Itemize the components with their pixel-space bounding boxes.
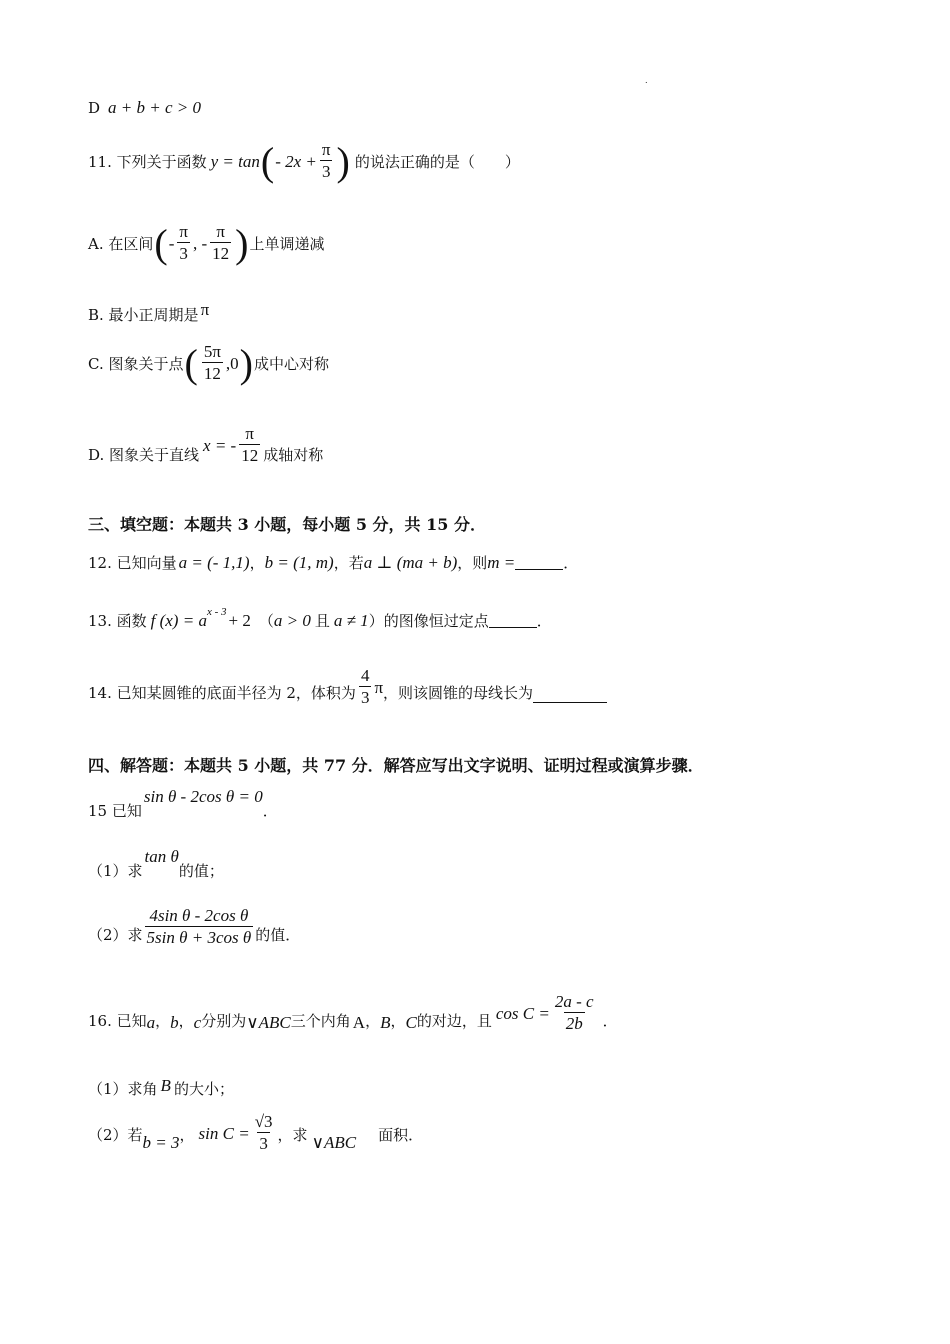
q13-cond-open: （ <box>258 612 274 630</box>
q14 <box>88 666 607 709</box>
q15-p2-den: 5sin θ + 3cos θ <box>146 928 252 947</box>
q11-a-paren-close: ) <box>235 220 249 266</box>
q13-plus: + 2 <box>228 610 251 630</box>
header-dot: . <box>645 76 648 85</box>
q13-end: ． <box>536 612 552 630</box>
q11-option-a <box>88 222 324 265</box>
q11-c-paren-close: ) <box>239 340 253 386</box>
q11-a-tail: 上单调递减 <box>249 235 325 253</box>
q11-frac <box>320 140 333 183</box>
q16-sep1: ， <box>155 1012 171 1030</box>
q11-d-tail: 成轴对称 <box>263 446 324 464</box>
q12 <box>88 552 578 573</box>
q16-p1-B: B <box>160 1075 171 1095</box>
q11-a-frac2 <box>210 222 231 265</box>
q11-paren-open: ( <box>260 138 275 184</box>
q11-a-frac1-den: 3 <box>179 244 188 263</box>
q15-stem <box>88 786 278 820</box>
q16-p2-sin: sin C = <box>198 1123 250 1143</box>
q15-p2-num: 4sin θ - 2cos θ <box>149 906 249 925</box>
q16-opp: 的对边，且 <box>416 1012 492 1030</box>
q11-a-frac1 <box>177 222 190 265</box>
q16-p2-frac <box>253 1112 275 1155</box>
q11-c-zero: ,0 <box>225 353 239 373</box>
q13-and: 且 <box>314 612 330 630</box>
q16-p2-num: √3 <box>254 1112 273 1131</box>
q16-p2-triangle: ∨ABC <box>311 1133 357 1152</box>
q11-stem <box>88 140 520 183</box>
q13-func: f (x) = a <box>150 610 207 630</box>
q11-d-frac-num: π <box>245 424 255 443</box>
q16-b: b <box>170 1013 179 1032</box>
q16-p2-label: （2）若 <box>88 1126 143 1144</box>
q14-pi: π <box>374 677 384 697</box>
q11-number: 11. 下列关于函数 <box>88 153 207 171</box>
section3-title: 三、填空题：本题共 3 小题，每小题 5 分，共 15 分． <box>88 515 486 534</box>
q16-end: ． <box>602 1012 618 1030</box>
q13-cond2: a ≠ 1 <box>333 610 369 630</box>
q15-eq: sin θ - 2cos θ = 0 <box>143 786 263 806</box>
q11-paren-close: ) <box>336 138 350 184</box>
q11-option-b <box>88 299 210 325</box>
q14-tail: ，则该圆锥的母线长为 <box>383 684 534 702</box>
q13-exp: x - 3 <box>206 605 227 618</box>
q11-a-frac2-den: 12 <box>212 244 230 263</box>
q11-tail: 的说法正确的是（ ） <box>354 153 520 171</box>
q12-sep1: ， <box>249 554 265 572</box>
q11-a-comma: , - <box>192 233 208 253</box>
q11-a-label: A. 在区间 <box>88 235 154 253</box>
q11-b-pi: π <box>200 299 210 319</box>
q11-d-frac-den: 12 <box>241 446 259 465</box>
q13-cond1: a > 0 <box>273 610 311 630</box>
q12-answer-blank <box>515 555 563 570</box>
q11-d-label: D. 图象关于直线 <box>88 446 200 464</box>
q13 <box>88 605 552 631</box>
q10-d-expr: a + b + c > 0 <box>108 98 201 117</box>
q15-p1-expr: tan θ <box>144 846 179 866</box>
q16-cos-num: 2a - c <box>554 992 594 1011</box>
q16-cos-lhs: cos C = <box>495 1003 550 1023</box>
q16-stem <box>88 992 618 1035</box>
q11-a-frac2-num: π <box>216 222 225 241</box>
q11-b-text: B. 最小正周期是 <box>88 306 199 324</box>
q11-option-c <box>88 342 329 385</box>
q15-p1-label: （1）求 <box>88 862 143 880</box>
q12-vec-a: a = (- 1,1) <box>178 552 250 572</box>
q10-option-d <box>88 98 201 118</box>
q11-c-frac <box>202 342 223 385</box>
q11-frac-num: π <box>321 140 331 159</box>
q16-B: B <box>380 1013 391 1032</box>
q16-angles-text: 三个内角 <box>290 1012 351 1030</box>
q16-a: a <box>146 1013 156 1032</box>
q11-c-tail: 成中心对称 <box>253 355 329 373</box>
q15-p2-frac <box>145 906 254 949</box>
q15-p1-tail: 的值； <box>178 862 224 880</box>
q16-part1 <box>88 1075 234 1099</box>
q12-vec-b: b = (1, m) <box>264 552 334 572</box>
q16-p2-sep: ， <box>179 1126 195 1144</box>
q11-d-lhs: x = - <box>203 435 237 455</box>
q12-then: ，则 <box>457 554 488 572</box>
q11-option-d <box>88 424 323 467</box>
q11-a-minus: - <box>168 233 175 253</box>
q14-frac-den: 3 <box>360 688 370 707</box>
q16-c: c <box>193 1013 202 1032</box>
q15-p2-label: （2）求 <box>88 926 143 944</box>
q12-end: ． <box>563 554 579 572</box>
q16-p2-tail: 面积． <box>378 1126 424 1144</box>
q16-sep3: ， <box>365 1012 381 1030</box>
q11-a-paren-open: ( <box>154 220 168 266</box>
q16-p2-den: 3 <box>259 1134 268 1153</box>
section4-title: 四、解答题：本题共 5 小题，共 77 分．解答应写出文字说明、证明过程或演算步骤． <box>88 756 704 775</box>
q16-sep4: ， <box>390 1012 406 1030</box>
q10-d-label: D <box>88 99 101 117</box>
q16-mid: 分别为 <box>201 1012 247 1030</box>
q16-triangle: ∨ABC <box>246 1013 291 1032</box>
q16-sep2: ， <box>178 1012 194 1030</box>
q16-p1-label: （1）求角 <box>88 1080 158 1098</box>
q12-sep2: ，若 <box>333 554 364 572</box>
q13-tail: ）的图像恒过定点 <box>368 612 489 630</box>
q11-c-paren-open: ( <box>184 340 198 386</box>
q11-func-inner: - 2x + <box>275 151 317 171</box>
q13-prefix: 13. 函数 <box>88 612 147 630</box>
q12-m: m = <box>487 552 516 572</box>
q11-c-label: C. 图象关于点 <box>88 355 184 373</box>
q11-a-frac1-num: π <box>179 222 188 241</box>
q16-cos-frac <box>553 992 596 1035</box>
q16-p2-ask: ，求 <box>277 1126 308 1144</box>
q15-prefix: 15 已知 <box>88 802 142 820</box>
q13-answer-blank <box>489 613 537 628</box>
q11-c-frac-den: 12 <box>203 364 221 383</box>
q11-c-frac-num: 5π <box>203 342 221 361</box>
q16-p2-b: b = 3 <box>142 1133 180 1152</box>
q16-cos-den: 2b <box>565 1014 583 1033</box>
q14-frac-num: 4 <box>360 666 370 685</box>
q16-p1-tail: 的大小； <box>173 1080 234 1098</box>
q12-cond: a ⊥ (ma + b) <box>363 552 458 572</box>
q14-frac <box>359 666 372 709</box>
q11-func-lhs: y = tan <box>210 151 260 171</box>
q16-C: C <box>405 1013 417 1032</box>
q15-part2 <box>88 906 300 949</box>
q15-p2-tail: 的值． <box>255 926 301 944</box>
q12-prefix: 12. 已知向量 <box>88 554 177 572</box>
q11-d-frac <box>239 424 260 467</box>
q16-prefix: 16. 已知 <box>88 1012 147 1030</box>
q16-part2 <box>88 1112 423 1155</box>
q15-part1 <box>88 846 224 880</box>
q14-answer-blank <box>533 688 607 703</box>
q14-prefix: 14. 已知某圆锥的底面半径为 2，体积为 <box>88 684 356 702</box>
q15-end: ． <box>262 802 278 820</box>
q11-frac-den: 3 <box>321 162 331 181</box>
q16-A: A <box>352 1013 366 1032</box>
